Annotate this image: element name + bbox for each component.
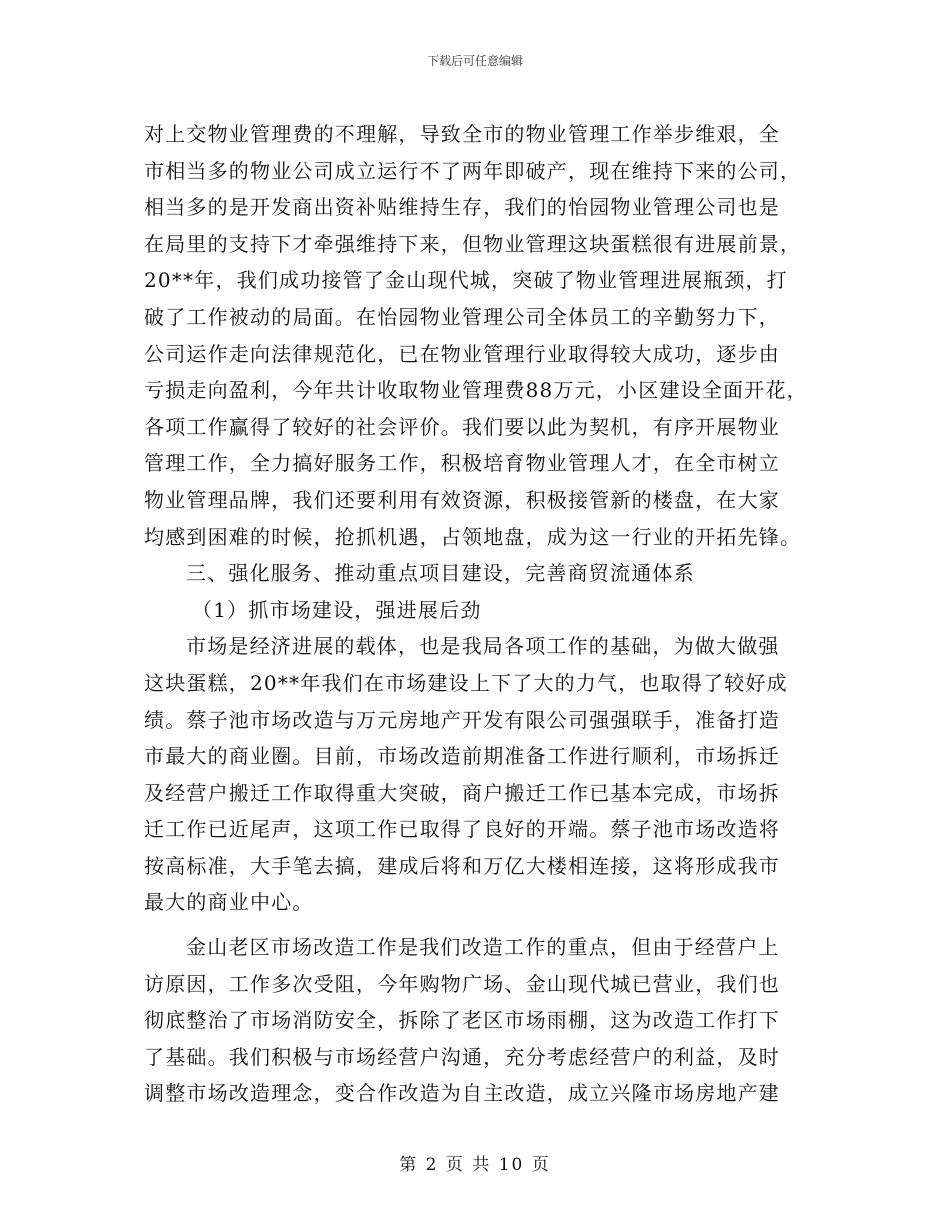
text-line: 市场是经济进展的载体，也是我局各项工作的基础，为做大做强 <box>186 634 780 659</box>
section-heading: 三、强化服务、推动重点项目建设，完善商贸流通体系 <box>186 561 695 586</box>
text-line: 相当多的是开发商出资补贴维持生存，我们的怡园物业管理公司也是 <box>144 195 780 220</box>
text-line: 在局里的支持下才牵强维持下来，但物业管理这块蛋糕很有进展前景， <box>144 231 802 256</box>
text-line: 破了工作被动的局面。在怡园物业管理公司全体员工的辛勤努力下， <box>144 304 780 329</box>
page-number: 第 2 页 共 10 页 <box>399 1155 551 1175</box>
text-line: 金山老区市场改造工作是我们改造工作的重点，但由于经营户上 <box>186 935 780 960</box>
text-line: 各项工作赢得了较好的社会评价。我们要以此为契机，有序开展物业 <box>144 414 780 439</box>
text-line: 绩。蔡子池市场改造与万元房地产开发有限公司强强联手，准备打造 <box>144 707 780 732</box>
text-line: 这块蛋糕，20**年我们在市场建设上下了大的力气，也取得了较好成 <box>144 670 788 695</box>
subsection-heading: （1）抓市场建设，强进展后劲 <box>192 597 482 622</box>
text-line: 最大的商业中心。 <box>144 890 314 915</box>
text-line: 管理工作，全力搞好服务工作，积极培育物业管理人才，在全市树立 <box>144 451 780 476</box>
text-line: 均感到困难的时候，抢抓机遇，占领地盘，成为这一行业的开拓先锋。 <box>144 524 802 549</box>
text-line: 彻底整治了市场消防安全，拆除了老区市场雨棚，这为改造工作打下 <box>144 1008 780 1033</box>
text-line: 对上交物业管理费的不理解，导致全市的物业管理工作举步维艰，全 <box>144 122 780 146</box>
text-line: 了基础。我们积极与市场经营户沟通，充分考虑经营户的利益，及时 <box>144 1044 780 1069</box>
text-line: 亏损走向盈利，今年共计收取物业管理费88万元，小区建设全面开花， <box>144 378 808 403</box>
text-line: 按高标准，大手笔去搞，建成后将和万亿大楼相连接，这将形成我市 <box>144 853 780 878</box>
text-line: 及经营户搬迁工作取得重大突破，商户搬迁工作已基本完成，市场拆 <box>144 780 780 805</box>
text-line: 访原因，工作多次受阻，今年购物广场、金山现代城已营业，我们也 <box>144 971 780 996</box>
document-body <box>144 116 824 1112</box>
text-line: 市最大的商业圈。目前，市场改造前期准备工作进行顺利，市场拆迁 <box>144 744 780 769</box>
text-line: 公司运作走向法律规范化，已在物业管理行业取得较大成功，逐步由 <box>144 341 780 366</box>
page-header: 下载后可任意编辑 <box>426 54 523 68</box>
text-line: 调整市场改造理念，变合作改造为自主改造，成立兴隆市场房地产建 <box>144 1081 780 1106</box>
text-line: 物业管理品牌，我们还要利用有效资源，积极接管新的楼盘，在大家 <box>144 487 780 512</box>
text-line: 迁工作已近尾声，这项工作已取得了良好的开端。蔡子池市场改造将 <box>144 817 780 842</box>
text-line: 市相当多的物业公司成立运行不了两年即破产，现在维持下来的公司， <box>144 158 802 183</box>
text-line: 20**年，我们成功接管了金山现代城，突破了物业管理进展瓶颈，打 <box>144 268 788 293</box>
